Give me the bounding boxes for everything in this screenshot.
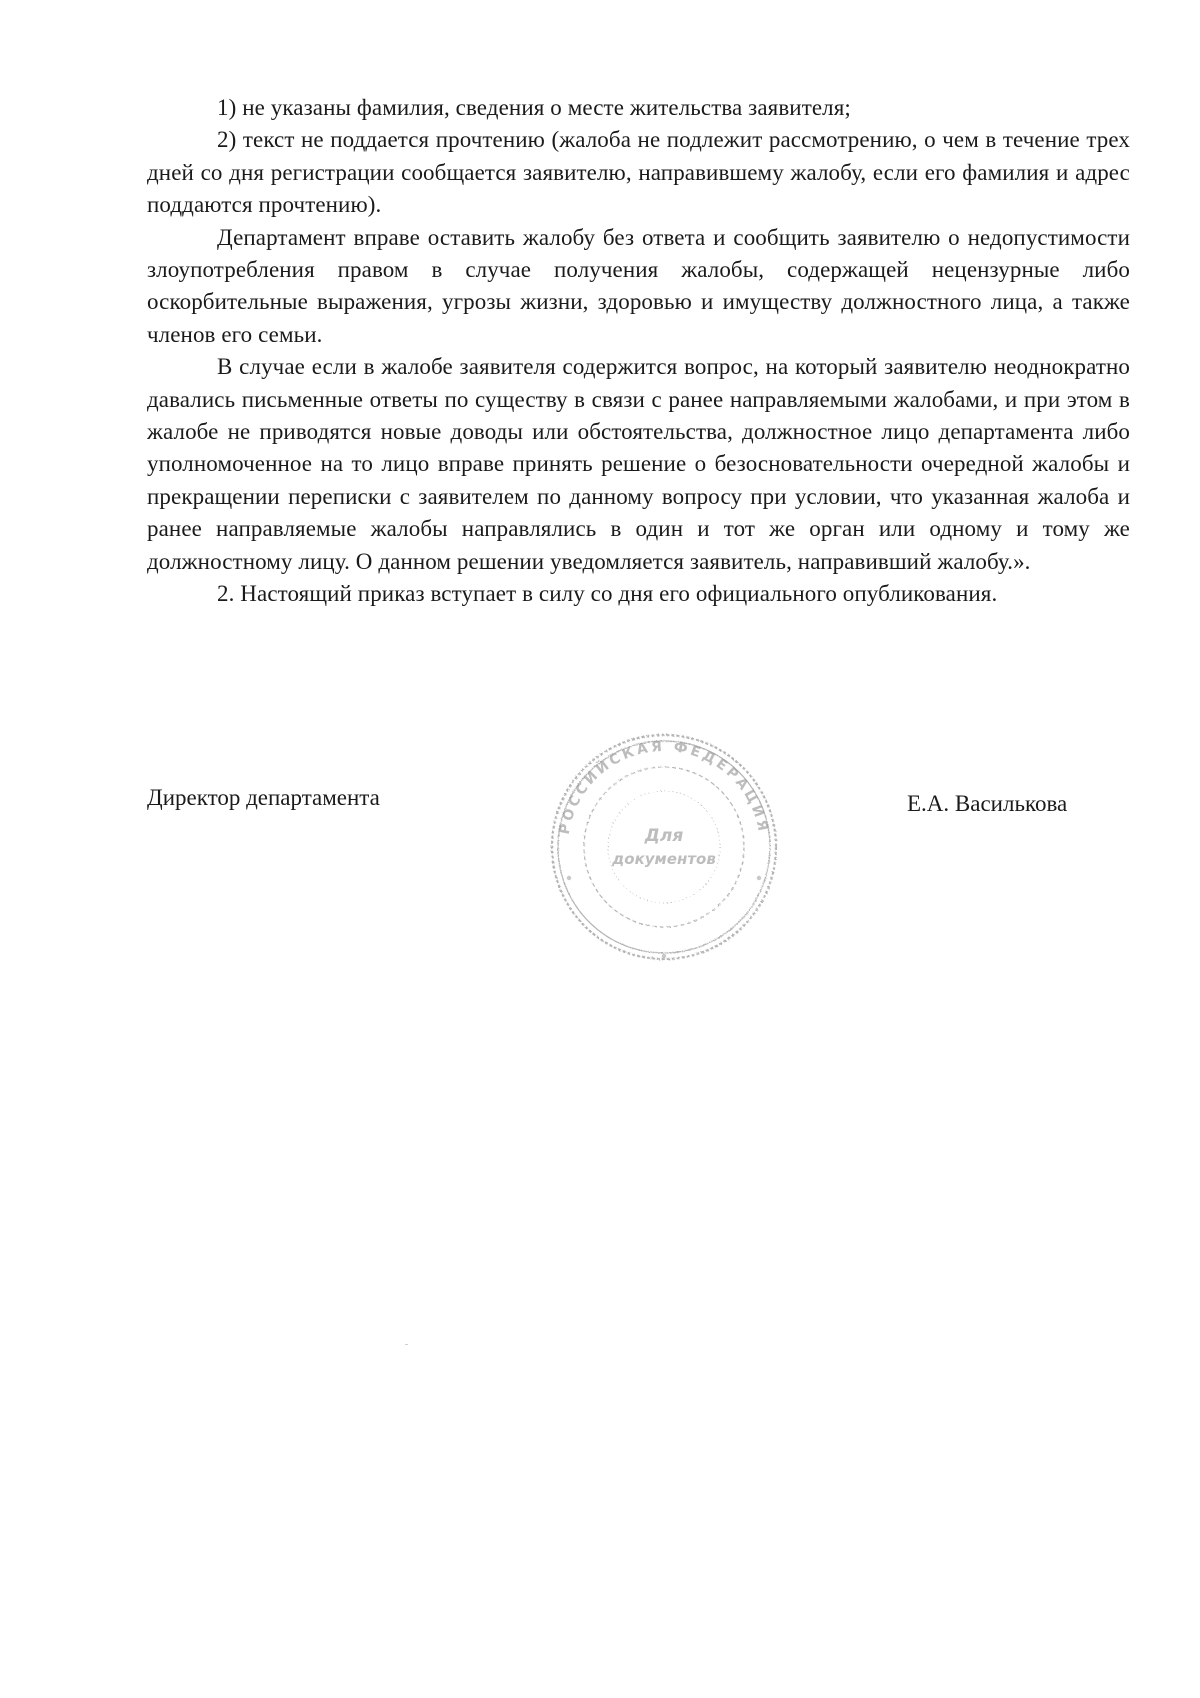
paragraph-item-2: 2) текст не поддается прочтению (жалоба не подлежит рассмотрению, о чем в течение трех дней со дня регистрации сообщается заявителю, направившему жалобу, если его фамилия и адрес поддаются прочтению). <box>147 127 1130 218</box>
stamp-dot-right <box>757 876 761 880</box>
paragraph-item-1: 1) не указаны фамилия, сведения о месте жительства заявителя; <box>217 95 851 120</box>
stamp-outer-text: РОССИЙСКАЯ ФЕДЕРАЦИЯ <box>556 738 772 836</box>
paragraph-repeated-complaint: В случае если в жалобе заявителя содержится вопрос, на который заявителю неоднократно давались письменные ответы по существу в связи с ранее направляемыми жалобами, и при этом в жалобе не приводятся новые доводы или обстоятельства, должностное лицо департамента либо уполномоченное на то лицо вправе принять решение о безосновательности очередной жалобы и прекращении переписки с заявителем по данному вопросу при условии, что указанная жалоба и ранее направляемые жалобы направлялись в один и тот же орган или одному и тому же должностному лицу. О данном решении уведомляется заявитель, направивший жалобу.». <box>147 354 1130 574</box>
scan-speck <box>405 1344 408 1345</box>
stamp-center-text-2: документов <box>612 850 716 868</box>
document-body <box>147 92 1130 611</box>
paragraph-effective-date: 2. Настоящий приказ вступает в силу со дня его официального опубликования. <box>217 581 998 607</box>
stamp-center-text-1: Для <box>644 826 684 846</box>
signatory-name: Е.А. Василькова <box>907 791 1068 816</box>
signatory-title: Директор департамента <box>147 785 380 810</box>
stamp-dot-left <box>567 876 571 880</box>
official-seal-stamp <box>545 728 783 966</box>
paragraph-refusal: Департамент вправе оставить жалобу без ответа и сообщить заявителю о недопустимости злоупотребления правом в случае получения жалобы, содержащей нецензурные либо оскорбительные выражения, угрозы жизни, здоровью и имуществу должностного лица, а также членов его семьи. <box>147 224 1130 347</box>
stamp-dot-bottom <box>662 954 666 958</box>
